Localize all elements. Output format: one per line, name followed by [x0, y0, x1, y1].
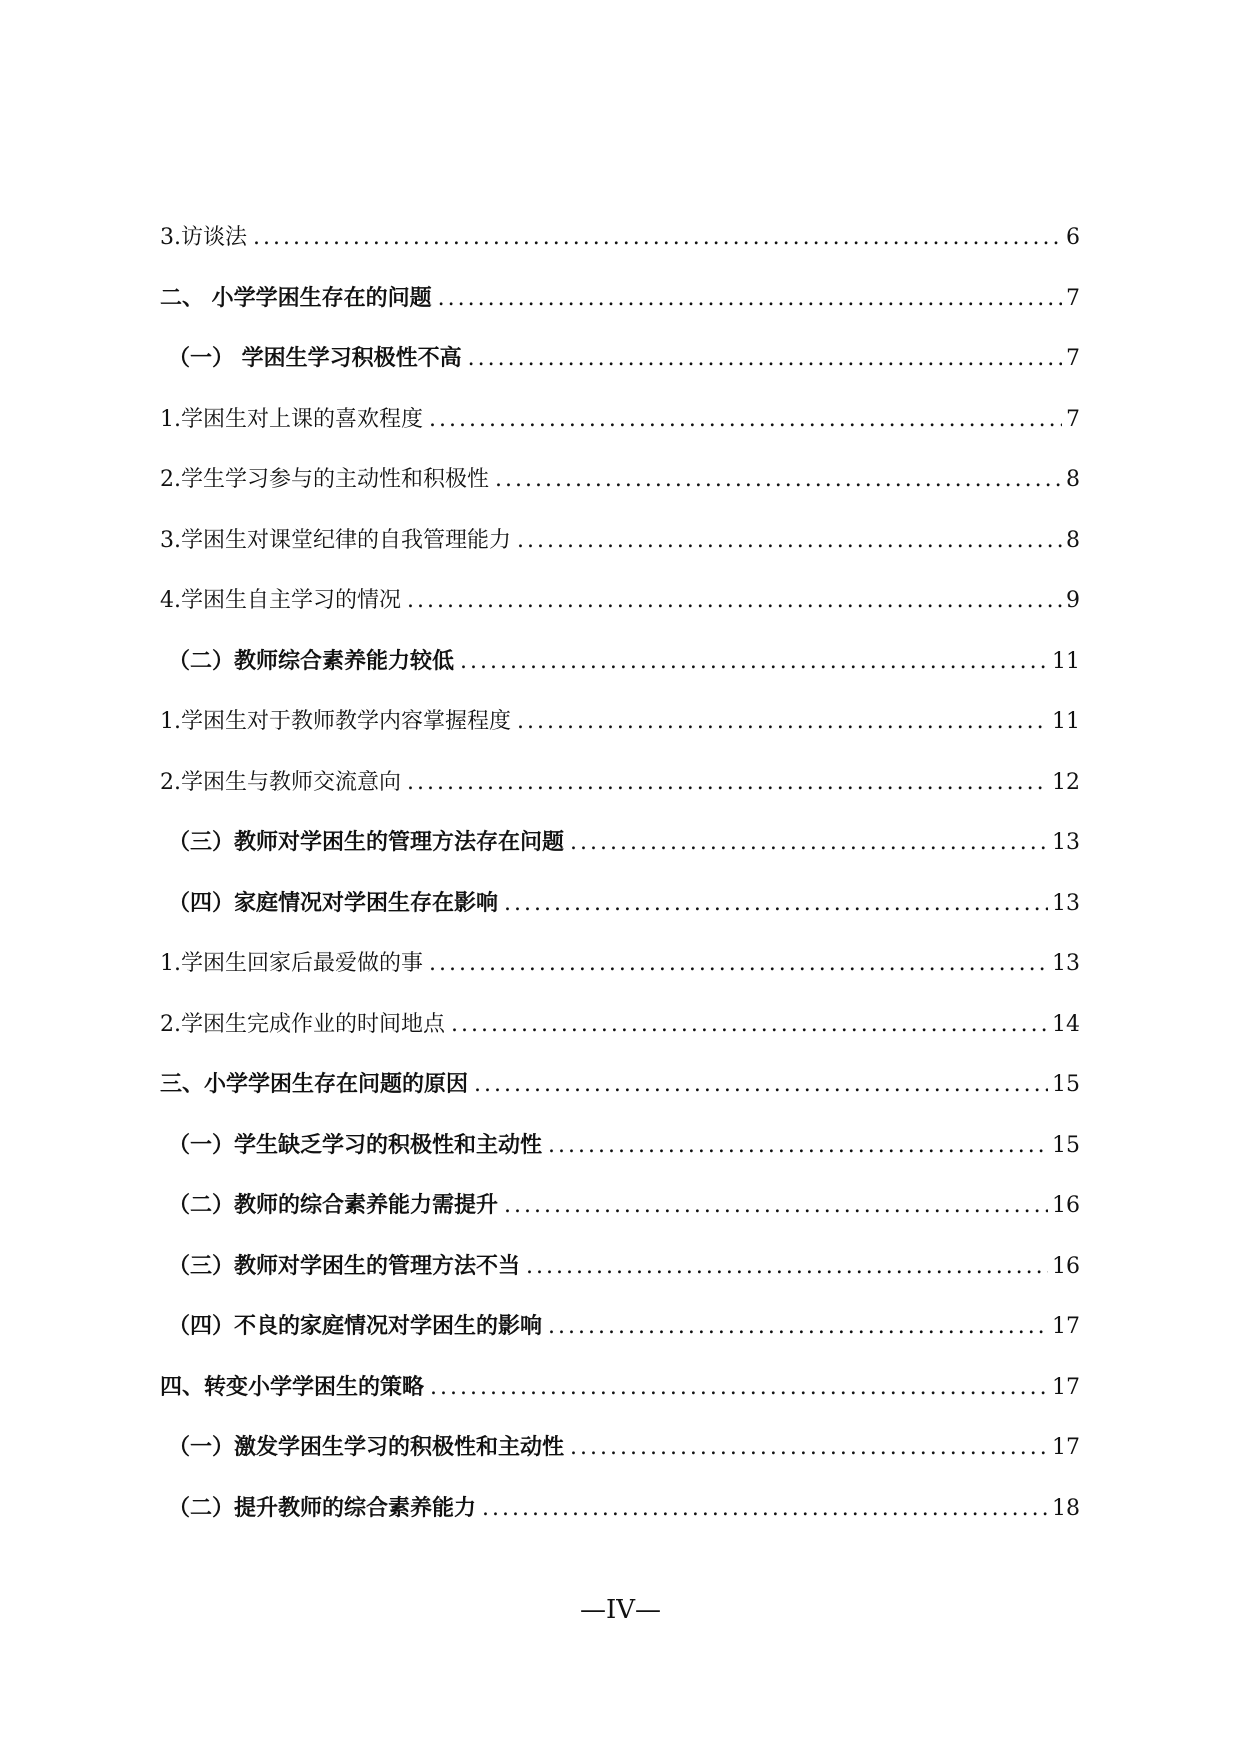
toc-entry[interactable] — [160, 465, 1080, 526]
toc-entry[interactable] — [160, 889, 1080, 950]
toc-entry[interactable] — [160, 1494, 1080, 1555]
toc-entry-page-number: 11 — [1052, 709, 1080, 734]
toc-entry-page-number: 15 — [1052, 1132, 1080, 1158]
toc-leader-dots — [498, 889, 1048, 919]
toc-entry-title: （二）提升教师的综合素养能力 — [168, 1495, 477, 1521]
toc-entry-title: （二）教师综合素养能力较低 — [168, 648, 455, 674]
toc-entry-page-number: 13 — [1052, 951, 1080, 976]
toc-entry-page-number: 16 — [1052, 1253, 1080, 1279]
toc-entry-title: （一）激发学困生学习的积极性和主动性 — [168, 1435, 565, 1460]
toc-entry-title: 二、 小学学困生存在的问题 — [160, 285, 432, 311]
toc-leader-dots — [542, 1312, 1048, 1342]
toc-entry-title: 4.学困生自主学习的情况 — [160, 588, 401, 613]
toc-entry-page-number: 11 — [1052, 648, 1080, 674]
toc-entry-page-number: 17 — [1052, 1314, 1080, 1339]
toc-entry-page-number: 14 — [1052, 1011, 1080, 1037]
toc-entry-page-number: 12 — [1052, 769, 1080, 795]
toc-leader-dots — [498, 1191, 1048, 1221]
toc-leader-dots — [564, 828, 1048, 858]
toc-entry-title: 三、小学学困生存在问题的原因 — [160, 1072, 469, 1097]
toc-entry-title: 四、转变小学学困生的策略 — [160, 1374, 425, 1400]
toc-leader-dots — [401, 768, 1048, 798]
toc-leader-dots — [489, 465, 1062, 495]
toc-entry[interactable] — [160, 1131, 1080, 1192]
toc-entry[interactable] — [160, 647, 1080, 708]
toc-entry[interactable] — [160, 284, 1080, 345]
toc-entry-page-number: 9 — [1066, 588, 1080, 613]
toc-entry[interactable] — [160, 707, 1080, 768]
toc-leader-dots — [476, 1494, 1048, 1524]
toc-entry-title: （三）教师对学困生的管理方法存在问题 — [168, 830, 565, 855]
toc-leader-dots — [454, 647, 1048, 677]
toc-entry-page-number: 17 — [1052, 1435, 1080, 1460]
toc-leader-dots — [424, 1373, 1048, 1403]
toc-entry-page-number: 7 — [1066, 406, 1080, 432]
toc-entry-page-number: 13 — [1052, 830, 1080, 855]
toc-entry[interactable] — [160, 1312, 1080, 1373]
toc-leader-dots — [511, 526, 1062, 556]
toc-entry-title: （一）学生缺乏学习的积极性和主动性 — [168, 1132, 543, 1158]
toc-entry-page-number: 8 — [1066, 467, 1080, 492]
toc-leader-dots — [401, 586, 1062, 616]
page-number: —IV— — [579, 1595, 662, 1625]
toc-entry[interactable] — [160, 768, 1080, 829]
toc-leader-dots — [511, 707, 1048, 737]
toc-entry[interactable] — [160, 223, 1080, 284]
toc-entry-title: （二）教师的综合素养能力需提升 — [168, 1193, 499, 1218]
toc-entry[interactable] — [160, 828, 1080, 889]
toc-entry[interactable] — [160, 344, 1080, 405]
toc-leader-dots — [423, 405, 1062, 435]
toc-leader-dots — [468, 1070, 1048, 1100]
toc-entry-title: （三）教师对学困生的管理方法不当 — [168, 1253, 521, 1279]
toc-entry-title: 1.学困生对上课的喜欢程度 — [160, 406, 423, 432]
toc-entry-title: 3.学困生对课堂纪律的自我管理能力 — [160, 527, 511, 553]
toc-entry[interactable] — [160, 405, 1080, 466]
toc-entry-title: （四）不良的家庭情况对学困生的影响 — [168, 1314, 543, 1339]
toc-leader-dots — [423, 949, 1048, 979]
toc-entry-page-number: 13 — [1052, 890, 1080, 916]
toc-entry-page-number: 15 — [1052, 1072, 1080, 1097]
toc-entry-title: 2.学困生与教师交流意向 — [160, 769, 401, 795]
toc-entry-title: 2.学生学习参与的主动性和积极性 — [160, 467, 489, 492]
toc-leader-dots — [462, 344, 1062, 374]
toc-entry-title: （一） 学困生学习积极性不高 — [168, 346, 462, 371]
toc-entry[interactable] — [160, 586, 1080, 647]
toc-entry-title: 2.学困生完成作业的时间地点 — [160, 1011, 445, 1037]
toc-entry[interactable] — [160, 1010, 1080, 1071]
toc-entry-title: 1.学困生对于教师教学内容掌握程度 — [160, 709, 511, 734]
toc-entry-page-number: 6 — [1066, 225, 1080, 250]
toc-entry-title: 1.学困生回家后最爱做的事 — [160, 951, 423, 976]
toc-entry-page-number: 17 — [1052, 1374, 1080, 1400]
toc-entry-title: 3.访谈法 — [160, 225, 247, 250]
toc-entry-page-number: 7 — [1066, 346, 1080, 371]
toc-entry-page-number: 16 — [1052, 1193, 1080, 1218]
toc-leader-dots — [445, 1010, 1048, 1040]
toc-entry[interactable] — [160, 949, 1080, 1010]
toc-entry-page-number: 7 — [1066, 285, 1080, 311]
toc-leader-dots — [432, 284, 1062, 314]
toc-entry[interactable] — [160, 526, 1080, 587]
toc-entry[interactable] — [160, 1252, 1080, 1313]
toc-entry[interactable] — [160, 1373, 1080, 1434]
table-of-contents — [160, 223, 1080, 1554]
toc-entry[interactable] — [160, 1191, 1080, 1252]
toc-leader-dots — [247, 223, 1062, 253]
toc-entry-page-number: 18 — [1052, 1495, 1080, 1521]
toc-leader-dots — [564, 1433, 1048, 1463]
toc-entry[interactable] — [160, 1433, 1080, 1494]
toc-entry[interactable] — [160, 1070, 1080, 1131]
toc-leader-dots — [520, 1252, 1048, 1282]
toc-entry-title: （四）家庭情况对学困生存在影响 — [168, 890, 499, 916]
toc-leader-dots — [542, 1131, 1048, 1161]
toc-entry-page-number: 8 — [1066, 527, 1080, 553]
